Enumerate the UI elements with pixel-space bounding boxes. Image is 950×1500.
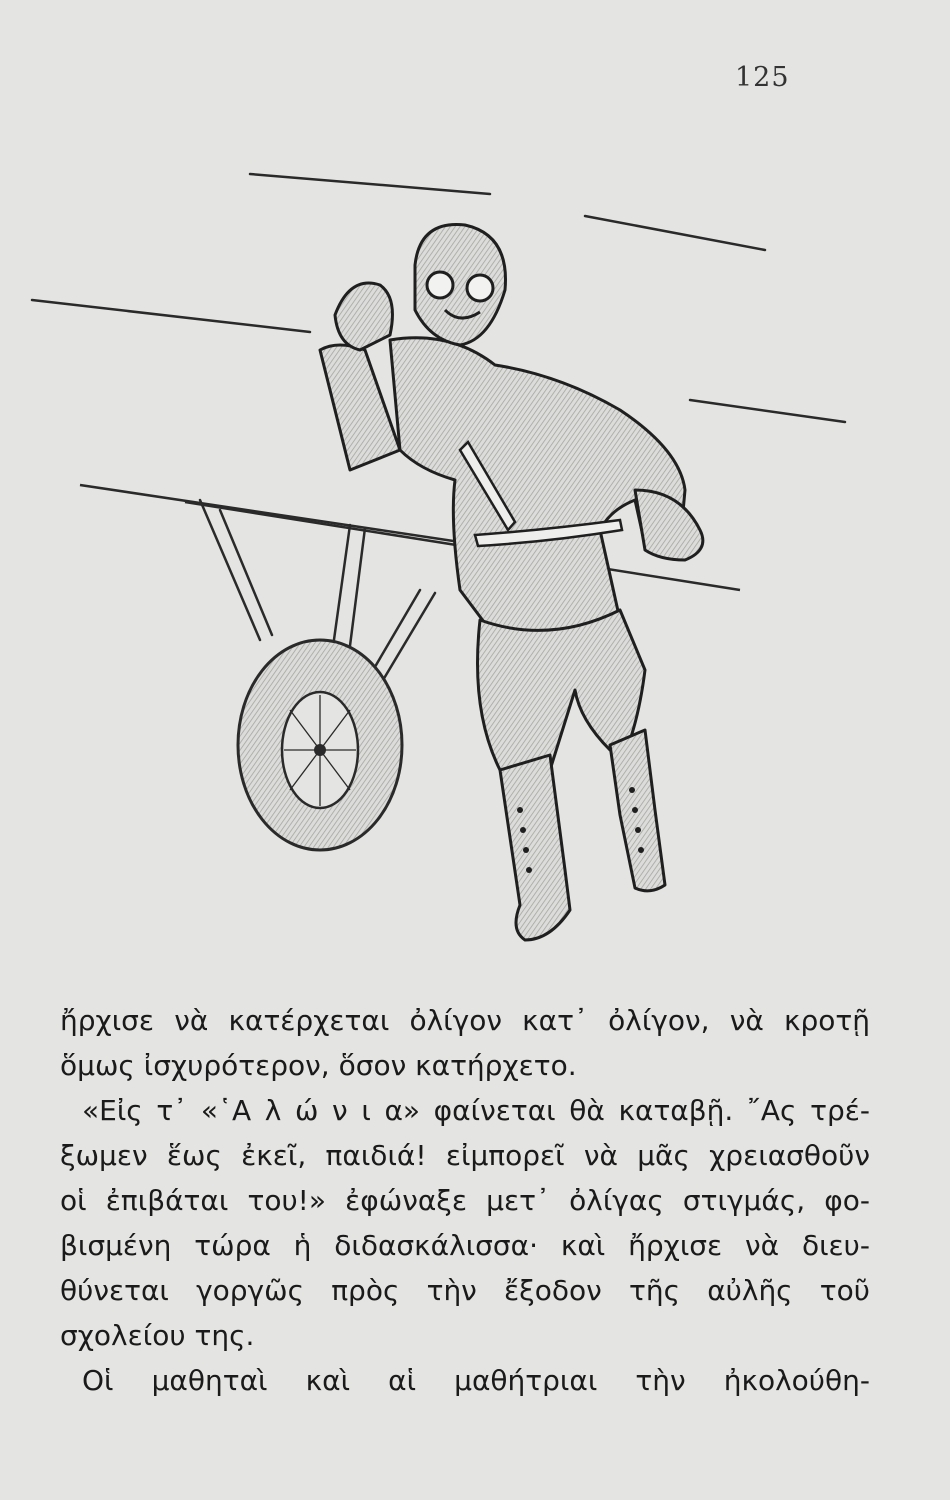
body-text: [60, 998, 870, 1403]
page-number: 125: [735, 62, 790, 93]
text-line: βισμένη τώρα ἡ διδασκάλισσα· καὶ ἤρχισε νὰ διευ-: [60, 1229, 870, 1262]
text-line: σχολείου της.: [60, 1319, 255, 1352]
text-line: οἱ ἐπιβάται του!» ἐφώναξε μετ᾽ ὀλίγας στιγμάς, φο-: [60, 1184, 870, 1217]
text-line: ἤρχισε νὰ κατέρχεται ὀλίγον κατ᾽ ὀλίγον, νὰ κροτῇ: [60, 1004, 870, 1037]
text-line: θύνεται γοργῶς πρὸς τὴν ἔξοδον τῆς αὐλῆς τοῦ: [60, 1274, 870, 1307]
text-line: «Εἰς τ᾽ «῾Α λ ώ ν ι α» φαίνεται θὰ καταβῇ. ῎Ας τρέ-: [82, 1094, 870, 1127]
text-line: Οἱ μαθηταὶ καὶ αἱ μαθήτριαι τὴν ἠκολούθη-: [82, 1364, 870, 1397]
text-line: ὅμως ἰσχυρότερον, ὅσον κατήρχετο.: [60, 1049, 577, 1082]
text-line: ξωμεν ἕως ἐκεῖ, παιδιά! εἰμπορεῖ νὰ μᾶς χρειασθοῦν: [60, 1139, 870, 1172]
aviator-with-airplane-icon: [20, 150, 880, 970]
